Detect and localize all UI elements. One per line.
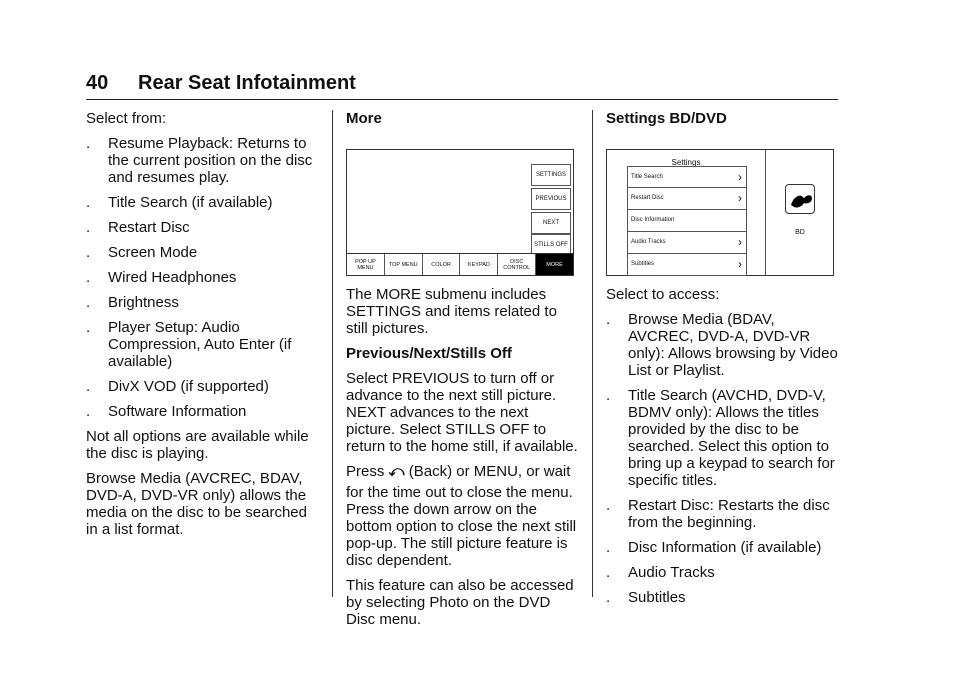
disc-control-button[interactable]: DISC CONTROL <box>498 254 536 275</box>
list-item: . Audio Tracks <box>606 564 715 581</box>
column-divider <box>332 110 333 597</box>
paragraph: for the time out to close the menu. Press the down arrow on the bottom option to close the next still pop-up. The still picture feature is disc dependent. <box>346 484 577 569</box>
chevron-right-icon: › <box>738 191 742 205</box>
bottom-menu-bar <box>347 253 573 275</box>
stills-off-button[interactable]: STILLS OFF <box>531 234 571 256</box>
intro-text: Select from: <box>86 110 167 127</box>
keypad-button[interactable]: KEYPAD <box>460 254 498 275</box>
section-heading-previous-next: Previous/Next/Stills Off <box>346 345 512 362</box>
paragraph: Not all options are available while the disc is playing. <box>86 428 309 462</box>
list-item: . Disc Information (if available) <box>606 539 822 556</box>
settings-list <box>627 166 747 276</box>
column-middle <box>346 110 581 636</box>
intro-text: Select to access: <box>606 286 720 303</box>
list-item: . Screen Mode <box>86 244 198 261</box>
list-item: . Restart Disc <box>86 219 190 236</box>
chevron-right-icon: › <box>738 170 742 184</box>
column-divider <box>592 110 593 597</box>
bd-label: BD <box>795 229 805 236</box>
list-item: . Subtitles <box>606 589 686 606</box>
list-item: . Software Information <box>86 403 247 420</box>
settings-screen-title: Settings <box>671 158 701 167</box>
next-button[interactable]: NEXT <box>531 212 571 234</box>
settings-button[interactable]: SETTINGS <box>531 164 571 186</box>
list-item: . Browse Media (BDAV, AVCREC, DVD-A, DVD-VR only): Allows browsing by Video List or Playlist. <box>606 311 838 379</box>
column-right <box>606 110 841 614</box>
top-menu-button[interactable]: TOP MENU <box>385 254 423 275</box>
column-left <box>86 110 321 546</box>
color-button[interactable]: COLOR <box>423 254 461 275</box>
section-heading-settings: Settings BD/DVD <box>606 110 727 127</box>
section-heading-more: More <box>346 110 382 127</box>
restart-disc-item[interactable]: Restart Disc › <box>627 188 747 210</box>
previous-button[interactable]: PREVIOUS <box>531 188 571 210</box>
paragraph: This feature can also be accessed by selecting Photo on the DVD Disc menu. <box>346 577 574 628</box>
list-item: . Wired Headphones <box>86 269 237 286</box>
chevron-right-icon: › <box>738 235 742 249</box>
more-button[interactable]: MORE <box>536 254 573 275</box>
back-icon: ⤺ <box>388 463 405 480</box>
chevron-right-icon: › <box>738 257 742 271</box>
audio-tracks-item[interactable]: Audio Tracks › <box>627 232 747 254</box>
paragraph: Select PREVIOUS to turn off or advance to the next still picture. NEXT advances to the next picture. Select STILLS OFF to return to the home still, if available. <box>346 370 578 455</box>
list-item: . DivX VOD (if supported) <box>86 378 269 395</box>
pop-up-menu-button[interactable]: POP UP MENU <box>347 254 385 275</box>
list-item: . Title Search (AVCHD, DVD-V, BDMV only): Allows the titles provided by the disc to be searched. Select this option to bring up a keypad to search for specific titles. <box>606 387 835 489</box>
page-number: 40 <box>86 72 109 94</box>
settings-divider <box>765 150 766 275</box>
list-item: . Resume Playback: Returns to the current position on the disc and resumes play. <box>86 135 313 186</box>
page-title: Rear Seat Infotainment <box>138 72 356 94</box>
settings-screen <box>606 149 834 276</box>
list-item: . Title Search (if available) <box>86 194 273 211</box>
paragraph: Browse Media (AVCREC, BDAV, DVD-A, DVD-VR only) allows the media on the disc to be searched in a list format. <box>86 470 307 538</box>
list-item: . Player Setup: Audio Compression, Auto Enter (if available) <box>86 319 292 370</box>
disc-information-item[interactable]: Disc Information <box>627 210 747 232</box>
list-item: . Brightness <box>86 294 179 311</box>
title-search-item[interactable]: Title Search › <box>627 166 747 188</box>
list-item: . Restart Disc: Restarts the disc from the beginning. <box>606 497 830 531</box>
page-header <box>86 70 838 100</box>
subtitles-item[interactable]: Subtitles › <box>627 254 747 276</box>
bd-disc-icon[interactable] <box>785 184 815 214</box>
paragraph: Press ⤺ (Back) or MENU, or wait <box>346 463 571 480</box>
more-menu-screen <box>346 149 574 276</box>
paragraph: The MORE submenu includes SETTINGS and items related to still pictures. <box>346 286 557 337</box>
